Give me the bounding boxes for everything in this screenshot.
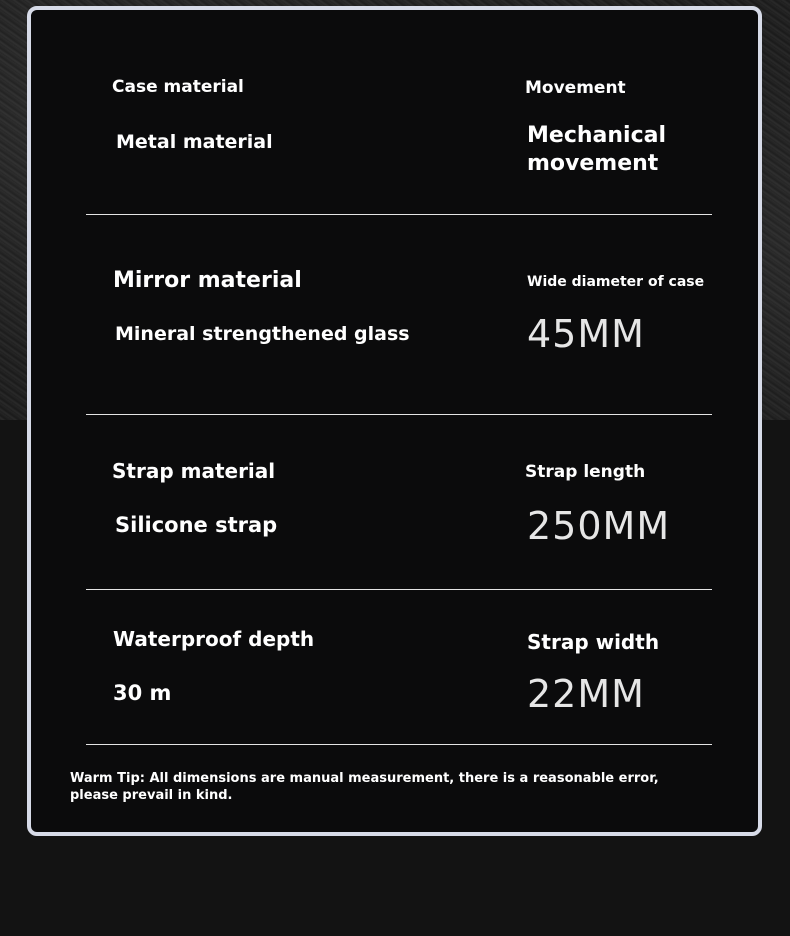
strap-width-label: Strap width [527,630,660,654]
divider [86,744,712,745]
waterproof-depth-label: Waterproof depth [113,627,315,651]
divider [86,589,712,590]
case-diameter-value: 45MM [527,312,645,356]
case-diameter-label: Wide diameter of case [527,274,705,290]
strap-width-value: 22MM [527,672,645,716]
waterproof-depth-value: 30 m [113,681,172,705]
strap-material-value: Silicone strap [115,513,278,537]
movement-value: Mechanical movement [527,123,666,176]
mirror-material-label: Mirror material [113,268,302,293]
strap-length-value: 250MM [527,504,671,548]
divider [86,414,712,415]
strap-material-label: Strap material [112,459,276,483]
movement-label: Movement [525,78,626,98]
warm-tip-text: Warm Tip: All dimensions are manual measurement, there is a reasonable error, please prevail in kind. [70,771,659,803]
strap-length-label: Strap length [525,462,646,482]
spec-card [27,6,762,836]
case-material-value: Metal material [116,131,273,153]
divider [86,214,712,215]
case-material-label: Case material [112,77,244,97]
mirror-material-value: Mineral strengthened glass [115,323,410,345]
